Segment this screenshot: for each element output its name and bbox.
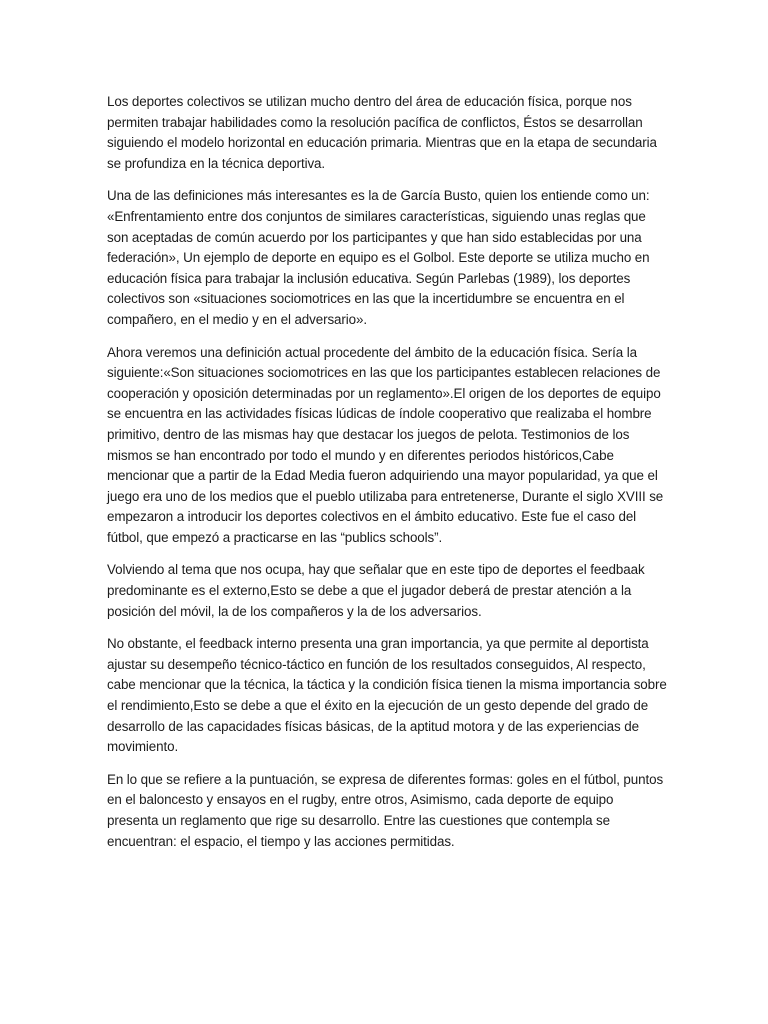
paragraph: Ahora veremos una definición actual procedente del ámbito de la educación física. Sería la siguiente:«Son situaciones sociomotrices en las que los participantes establecen relaciones de cooperación y oposición determinadas por un reglamento».El origen de los deportes de equipo se encuentra en las actividades físicas lúdicas de índole cooperativo que realizaba el hombre primitivo, dentro de las mismas hay que destacar los juegos de pelota. Testimonios de los mismos se han encontrado por todo el mundo y en diferentes periodos históricos,Cabe mencionar que a partir de la Edad Media fueron adquiriendo una mayor popularidad, ya que el juego era uno de los medios que el pueblo utilizaba para entretenerse, Durante el siglo XVIII se empezaron a introducir los deportes colectivos en el ámbito educativo. Este fue el caso del fútbol, que empezó a practicarse en las “publics schools”. xyxy=(107,344,664,545)
paragraph: Volviendo al tema que nos ocupa, hay que señalar que en este tipo de deportes el feedbaak predominante es el externo,Esto se debe a que el jugador deberá de prestar atención a la posición del móvil, la de los compañeros y la de los adversarios. xyxy=(107,562,645,619)
paragraph: Los deportes colectivos se utilizan mucho dentro del área de educación física, porque nos permiten trabajar habilidades como la resolución pacífica de conflictos, Éstos se desarrollan siguiendo el modelo horizontal en educación primaria. Mientras que en la etapa de secundaria se profundiza en la técnica deportiva. xyxy=(107,94,657,171)
paragraph: Una de las definiciones más interesantes es la de García Busto, quien los entiende como un: «Enfrentamiento entre dos conjuntos de similares características, siguiendo unas reglas que son aceptadas de común acuerdo por los participantes y que han sido establecidas por una federación», Un ejemplo de deporte en equipo es el Golbol. Este deporte se utiliza mucho en educación física para trabajar la inclusión educativa. Según Parlebas (1989), los deportes colectivos son «situaciones sociomotrices en las que la incertidumbre se encuentra en el compañero, en el medio y en el adversario». xyxy=(107,188,650,327)
document-body xyxy=(107,92,667,864)
paragraph: En lo que se refiere a la puntuación, se expresa de diferentes formas: goles en el fútbol, puntos en el baloncesto y ensayos en el rugby, entre otros, Asimismo, cada deporte de equipo presenta un reglamento que rige su desarrollo. Entre las cuestiones que contempla se encuentran: el espacio, el tiempo y las acciones permitidas. xyxy=(107,771,664,849)
paragraph: No obstante, el feedback interno presenta una gran importancia, ya que permite al deportista ajustar su desempeño técnico-táctico en función de los resultados conseguidos, Al respecto, cabe mencionar que la técnica, la táctica y la condición física tienen la misma importancia sobre el rendimiento,Esto se debe a que el éxito en la ejecución de un gesto depende del grado de desarrollo de las capacidades físicas básicas, de la aptitud motora y de las experiencias de movimiento. xyxy=(107,636,667,755)
